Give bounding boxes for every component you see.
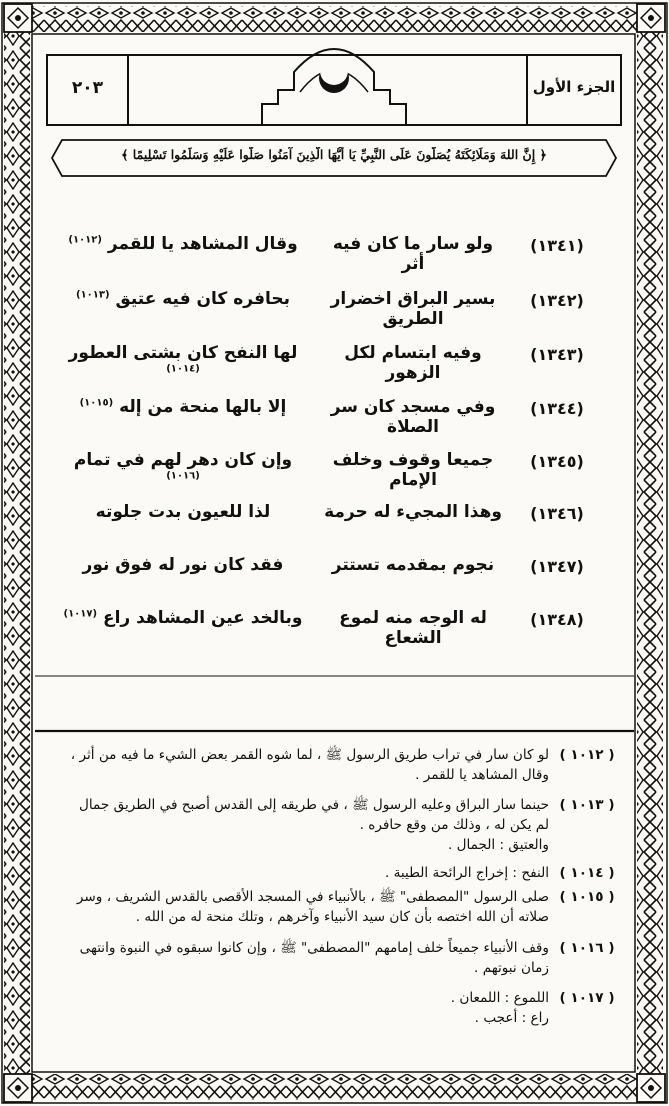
footnote-line: راع : أعجب .: [474, 1010, 549, 1026]
verse-second-text: وبالخد عين المشاهد راع: [102, 608, 303, 628]
page-section-title: الجزء الأول: [532, 78, 616, 96]
verse-first-half: جميعا وقوف وخلف الإمام: [332, 450, 494, 490]
verse-second-text: فقد كان نور له فوق نور: [82, 555, 284, 575]
footnote-line: حينما سار البراق وعليه الرسول ﷺ ، في طريقه إلى القدس أصبح في الطريق جمال: [79, 797, 549, 813]
footnote: [60, 795, 623, 855]
verse-first-half: بسير البراق اخضرار الطريق: [330, 289, 496, 329]
verse-number: (١٣٤٧): [530, 557, 584, 576]
footnote-number: ( ١٠١٥ ): [559, 889, 615, 905]
verse-first-half: وهذا المجيء له حرمة: [324, 502, 502, 522]
verse-second-half: [63, 397, 303, 417]
footnote: [60, 938, 623, 978]
footnote-number: ( ١٠١٣ ): [559, 797, 615, 813]
verse-number: (١٣٤٤): [530, 399, 584, 418]
verse-first-half: ولو سار ما كان فيه أثر: [332, 234, 494, 274]
quran-verse-banner: ﴿ إِنَّ اللهَ وَمَلَائِكَتَهُ يُصَلُّونَ عَلَى النَّبِيِّ يَا أَيُّهَا الَّذِينَ آمَنُوا صَلُّوا عَلَيْهِ وَسَلِّمُوا تَسْلِيمًا ﴾: [121, 147, 547, 162]
verse-second-half: [63, 450, 303, 490]
footnote-line: زمان نبوتهم .: [474, 960, 549, 976]
footnote-line: لم يكن له ، وذلك من وقع حافره .: [359, 817, 549, 833]
verse-number: (١٣٤٨): [530, 610, 584, 629]
footnote-ref: (١٠١٧): [63, 608, 98, 620]
footnote-ref: (١٠١٣): [76, 289, 110, 301]
verse-first-half: له الوجه منه لموع الشعاع: [339, 608, 487, 648]
verse-second-half: [63, 343, 303, 383]
verse-second-text: لذا للعيون بدت جلوته: [95, 502, 271, 522]
verse-second-text: إلا بالها منحة من إله: [119, 397, 287, 417]
footnote: [60, 863, 623, 883]
footnote-line: وقف الأنبياء جميعاً خلف إمامهم "المصطفى" ﷺ ، وإن كانوا سبقوه في النبوة وانتهى: [79, 940, 549, 956]
crescent-icon: [319, 57, 349, 93]
verse-second-half: [63, 289, 303, 309]
footnote-ref: (١٠١٢): [68, 234, 102, 246]
poem-verse: [62, 232, 603, 274]
footnote-line: والعتيق : الجمال .: [447, 837, 549, 853]
page-number: ٢٠٣: [71, 78, 104, 98]
verse-first-half: نجوم بمقدمه تستتر: [331, 555, 495, 575]
footnote-line: لو كان سار في تراب طريق الرسول ﷺ ، لما شوه القمر بعض الشيء ما فيه من أثر ،: [70, 747, 549, 763]
footnote-number: ( ١٠١٤ ): [559, 865, 615, 881]
verse-second-half: [63, 502, 303, 522]
footnote: [60, 745, 623, 785]
footnote: [60, 988, 623, 1028]
poem-verse: [62, 553, 603, 583]
poem-verse: [62, 395, 603, 437]
verse-second-text: وقال المشاهد يا للقمر: [107, 234, 298, 254]
footnote-line: صلاته أن الله اختصه بأن كان سيد الأنبياء وآخرهم ، وتلك منحة له من الله .: [135, 909, 549, 925]
footnote-ref: (١٠١٤): [166, 363, 200, 375]
footnote-ref: (١٠١٦): [166, 470, 200, 482]
verse-number: (١٣٤٢): [530, 291, 584, 310]
verse-first-half: وفي مسجد كان سر الصلاة: [330, 397, 496, 437]
footnote-number: ( ١٠١٧ ): [559, 990, 615, 1006]
verse-number: (١٣٤٣): [530, 345, 584, 364]
verse-second-text: لها النفح كان بشتى العطور: [68, 343, 298, 363]
poem-verse: [62, 287, 603, 329]
footnote-line: وقال المشاهد يا للقمر .: [415, 767, 549, 783]
poem-verse: [62, 448, 603, 490]
footnote-line: صلى الرسول "المصطفى" ﷺ ، بالأنبياء في المسجد الأقصى بالقدس الشريف ، وسر: [76, 889, 549, 905]
verse-first-half: وفيه ابتسام لكل الزهور: [344, 343, 482, 383]
footnote-line: النفح : إخراج الرائحة الطيبة .: [384, 865, 549, 881]
footnote-number: ( ١٠١٢ ): [559, 747, 615, 763]
verse-second-text: بحافره كان فيه عتيق: [115, 289, 290, 309]
verse-number: (١٣٤١): [530, 236, 584, 255]
poem-verse: [62, 606, 603, 648]
verse-second-half: [63, 608, 303, 628]
poem-verse: [62, 500, 603, 530]
verse-second-half: [63, 555, 303, 575]
verse-second-text: وإن كان دهر لهم في تمام: [73, 450, 293, 470]
verse-number: (١٣٤٦): [530, 504, 584, 523]
footnote: [60, 887, 623, 927]
footnote-line: اللموع : اللمعان .: [450, 990, 549, 1006]
footnote-ref: (١٠١٥): [79, 397, 114, 409]
footnote-number: ( ١٠١٦ ): [559, 940, 615, 956]
poem-verse: [62, 341, 603, 383]
verse-number: (١٣٤٥): [530, 452, 584, 471]
verse-second-half: [63, 234, 303, 254]
